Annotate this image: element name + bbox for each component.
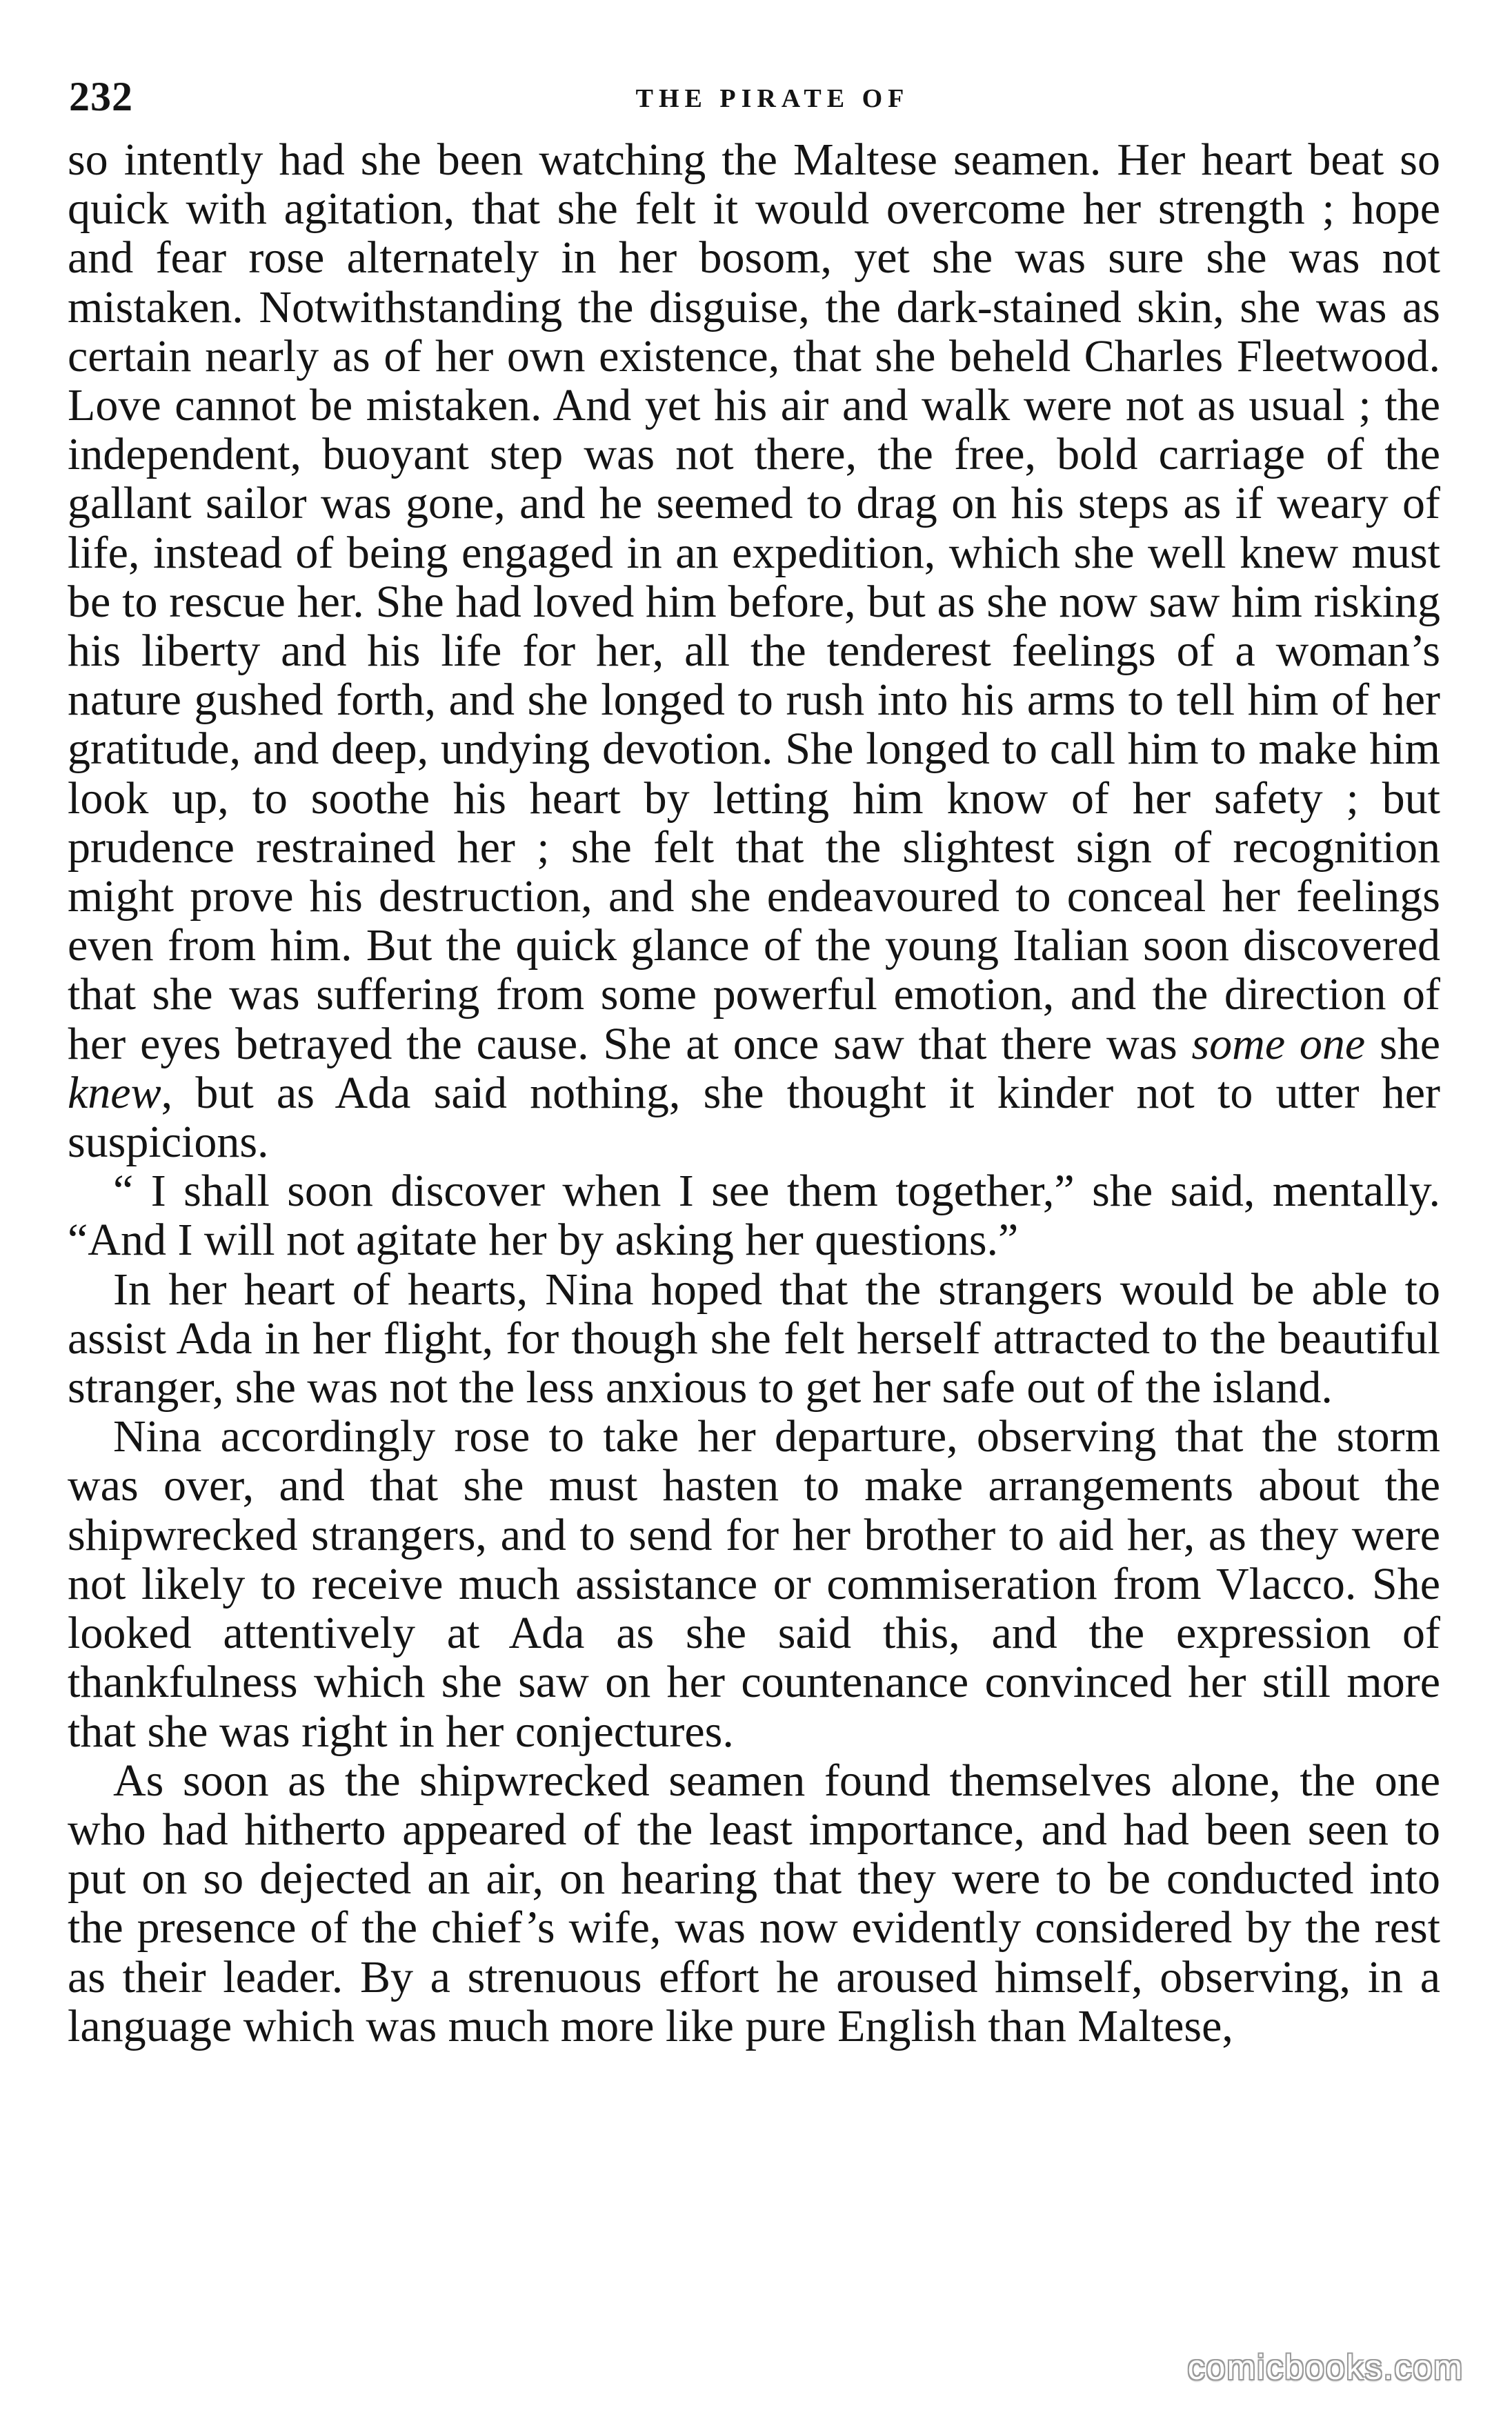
paragraph-text: Nina accordingly rose to take her departure, observing that the storm was over, and that she must hasten to make arrangements about the shipwrecked strangers, and to send for her brother to aid her, as they were not likely to receive much assistance or commiseration from Vlacco. She looked attentively at Ada as she said this, and the expression of thankfulness which she saw on her countenance convinced her still more that she was right in her conjectures. bbox=[68, 1411, 1440, 1757]
paragraph-text: In her heart of hearts, Nina hoped that the strangers would be able to assist Ada in her flight, for though she felt herself attracted to the beautiful stranger, she was not the less anxious to get her safe out of the island. bbox=[68, 1264, 1440, 1413]
paragraph bbox=[68, 1756, 1440, 2051]
paragraph-text: As soon as the shipwrecked seamen found themselves alone, the one who had hitherto appeared of the least importance, and had been seen to put on so dejected an air, on hearing that they were to be conducted into the presence of the chief’s wife, was now evidently considered by the rest as their leader. By a strenuous effort he aroused himself, observing, in a language which was much more like pure English than Maltese, bbox=[68, 1755, 1440, 2051]
italic-text: some one bbox=[1191, 1018, 1366, 1069]
page-number: 232 bbox=[69, 74, 133, 119]
paragraph-text: so intently had she been watching the Maltese seamen. Her heart beat so quick with agitation, that she felt it would overcome her strength ; hope and fear rose alternately in her bosom, yet she was sure she was not mistaken. Notwithstanding the disguise, the dark-stained skin, she was as certain nearly as of her own existence, that she beheld Charles Fleetwood. Love cannot be mistaken. And yet his air and walk were not as usual ; the independent, buoyant step was not there, the free, bold carriage of the gallant sailor was gone, and he seemed to drag on his steps as if weary of life, instead of being engaged in an expedition, which she well knew must be to rescue her. She had loved him before, but as she now saw him risking his liberty and his life for her, all the tenderest feelings of a woman’s nature gushed forth, and she longed to rush into his arms to tell him of her gratitude, and deep, undying devotion. She longed to call him to make him look up, to soothe his heart by letting him know of her safety ; but prudence restrained her ; she felt that the slightest sign of recognition might prove his destruction, and she endeavoured to conceal her feelings even from him. But the quick glance of the young Italian soon discovered that she was suffering from some powerful emotion, and the direction of her eyes betrayed the cause. She at once saw that there was bbox=[68, 135, 1440, 1069]
paragraph-text: , but as Ada said nothing, she thought it kinder not to utter her suspicions. bbox=[68, 1067, 1440, 1168]
paragraph bbox=[68, 135, 1440, 1166]
italic-text: knew bbox=[68, 1067, 161, 1118]
running-title: THE PIRATE OF bbox=[635, 84, 910, 113]
watermark: comicbooks.com bbox=[1187, 2348, 1464, 2387]
paragraph bbox=[68, 1265, 1440, 1413]
running-head bbox=[69, 69, 1435, 124]
paragraph bbox=[68, 1166, 1440, 1264]
paragraph-text: “ I shall soon discover when I see them together,” she said, mentally. “And I will not agitate her by asking her questions.” bbox=[68, 1166, 1440, 1266]
body-text bbox=[68, 135, 1440, 2051]
paragraph bbox=[68, 1412, 1440, 1755]
paragraph-text: she bbox=[1365, 1018, 1441, 1069]
